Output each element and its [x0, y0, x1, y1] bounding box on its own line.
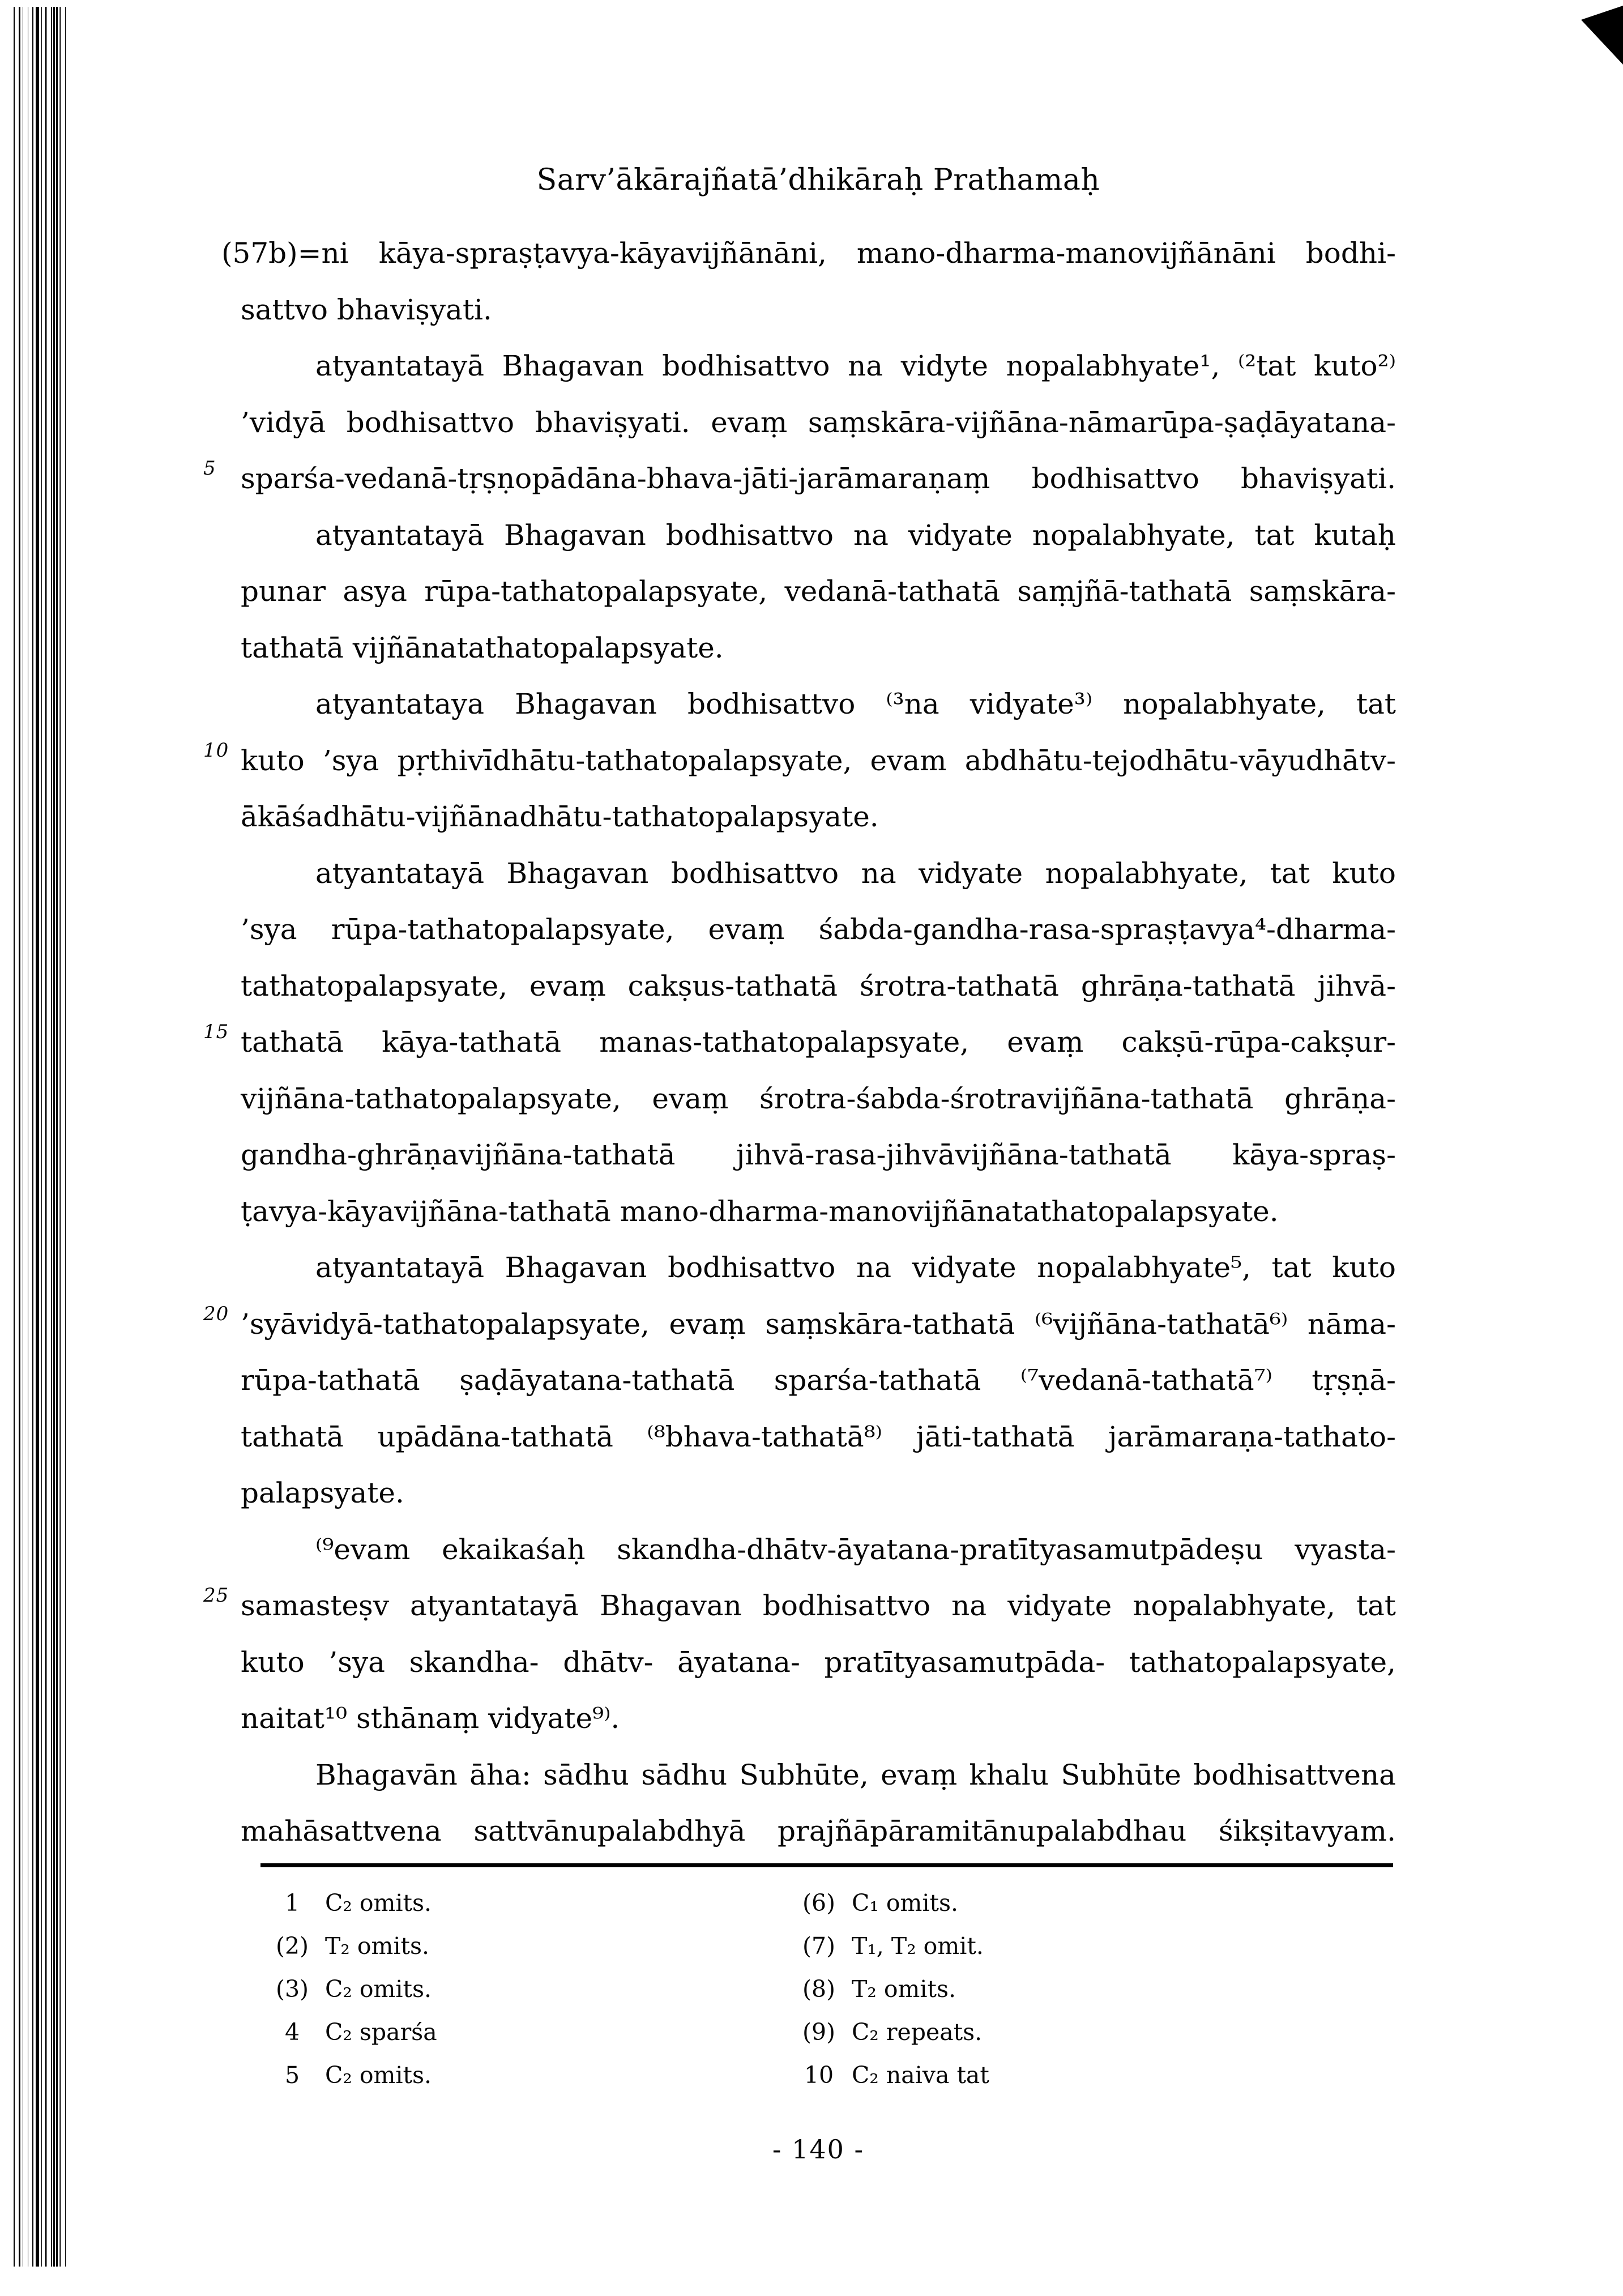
- footnote-row: [266, 1968, 776, 2011]
- footnote-marker: (7): [802, 1932, 836, 1960]
- body-line: [241, 902, 1396, 958]
- body-line-text: sparśa-vedanā-tṛṣṇopādāna-bhava-jāti-jarāmaraṇaṃ bodhisattvo bhaviṣyati.: [241, 462, 1396, 495]
- body-line: [241, 1747, 1396, 1804]
- footnote-text: C₂ omits.: [325, 1889, 432, 1917]
- line-number-margin: 15: [203, 1021, 229, 1043]
- footnote-text: C₁ omits.: [852, 1889, 959, 1917]
- footnote-text: C₂ repeats.: [852, 2018, 983, 2046]
- line-number-margin: 20: [203, 1302, 229, 1325]
- footnote-row: [266, 2054, 776, 2097]
- body-line: [241, 1465, 1396, 1522]
- body-line: [241, 1409, 1396, 1466]
- line-number-margin: 25: [203, 1584, 229, 1607]
- footnote-text: T₂ omits.: [852, 1975, 956, 2003]
- body-line: [241, 507, 1396, 564]
- body-line: [203, 1296, 1396, 1353]
- footnote-row: [793, 2054, 1359, 2097]
- body-line-text: gandha-ghrāṇavijñāna-tathatā jihvā-rasa-jihvāvijñāna-tathatā kāya-spraṣ-: [241, 1138, 1396, 1171]
- body-line: [241, 1691, 1396, 1747]
- body-line: [241, 846, 1396, 902]
- body-line-text: kuto ’sya skandha- dhātv- āyatana- pratītyasamutpāda- tathatopalapsyate,: [241, 1645, 1396, 1679]
- footnote-marker: 5: [284, 2062, 300, 2089]
- footnote-text: C₂ sparśa: [325, 2018, 437, 2046]
- body-line-text: atyantatayā Bhagavan bodhisattvo na vidyate nopalabhyate, tat kutaḥ: [315, 518, 1396, 552]
- body-line: [241, 1352, 1396, 1409]
- body-line-text: vijñāna-tathatopalapsyate, evaṃ śrotra-śabda-śrotravijñāna-tathatā ghrāṇa-: [241, 1082, 1396, 1115]
- body-line: [241, 620, 1396, 677]
- body-line: [241, 1522, 1396, 1578]
- footnote-marker: (8): [802, 1975, 836, 2003]
- body-line: [241, 338, 1396, 395]
- body-line-text: sattvo bhaviṣyati.: [241, 293, 492, 326]
- body-line: [241, 1127, 1396, 1184]
- body-line-text: Bhagavān āha: sādhu sādhu Subhūte, evaṃ khalu Subhūte bodhisattvena: [315, 1758, 1396, 1791]
- page-number: - 140 -: [772, 2134, 865, 2165]
- footnote-row: [793, 2011, 1359, 2054]
- footnote-marker: (6): [802, 1889, 836, 1917]
- page-corner-artifact: [1581, 6, 1623, 65]
- body-line: [221, 225, 1396, 282]
- chapter-header: Sarv’ākārajñatā’dhikāraḥ Prathamaḥ: [536, 163, 1100, 197]
- line-number-margin: 10: [203, 739, 229, 762]
- body-line-text: ⁽⁹evam ekaikaśaḥ skandha-dhātv-āyatana-pratītyasamutpādeṣu vyasta-: [315, 1533, 1396, 1566]
- body-line: [203, 451, 1396, 507]
- footnote-row: [793, 1968, 1359, 2011]
- footnote-text: C₂ omits.: [325, 1975, 432, 2003]
- footnote-marker: (9): [802, 2018, 836, 2046]
- body-line: [203, 1014, 1396, 1071]
- body-line: [241, 1184, 1396, 1240]
- body-line-text: atyantatayā Bhagavan bodhisattvo na vidyte nopalabhyate¹, ⁽²tat kuto²⁾: [315, 349, 1396, 382]
- footnote-row: [793, 1924, 1359, 1968]
- footnote-text: C₂ naiva tat: [852, 2062, 989, 2089]
- body-line-text: palapsyate.: [241, 1476, 404, 1509]
- footnote-column-right: [793, 1881, 1359, 2097]
- body-line-text: tathatā upādāna-tathatā ⁽⁸bhava-tathatā⁸⁾ jāti-tathatā jarāmaraṇa-tathato-: [241, 1420, 1396, 1453]
- body-line-text: tathatopalapsyate, evaṃ cakṣus-tathatā śrotra-tathatā ghrāṇa-tathatā jihvā-: [241, 969, 1396, 1002]
- body-line-text: kuto ’sya pṛthivīdhātu-tathatopalapsyate, evam abdhātu-tejodhātu-vāyudhātv-: [241, 744, 1396, 777]
- body-line-text: (57b)=ni kāya-spraṣṭavya-kāyavijñānāni, mano-dharma-manovijñānāni bodhi-: [221, 237, 1396, 270]
- footnote-marker: 1: [284, 1889, 300, 1917]
- body-line: [203, 1578, 1396, 1634]
- body-line: [241, 564, 1396, 620]
- body-line-text: naitat¹⁰ sthānaṃ vidyate⁹⁾.: [241, 1702, 620, 1735]
- body-line: [241, 1634, 1396, 1691]
- body-line-text: samasteṣv atyantatayā Bhagavan bodhisattvo na vidyate nopalabhyate, tat: [241, 1589, 1396, 1622]
- footnote-row: [266, 1881, 776, 1924]
- footnote-marker: (2): [275, 1932, 309, 1960]
- body-line-text: rūpa-tathatā ṣaḍāyatana-tathatā sparśa-tathatā ⁽⁷vedanā-tathatā⁷⁾ tṛṣṇā-: [241, 1364, 1396, 1397]
- body-line-text: ākāśadhātu-vijñānadhātu-tathatopalapsyate.: [241, 800, 879, 833]
- body-line-text: atyantatayā Bhagavan bodhisattvo na vidyate nopalabhyate, tat kuto: [315, 856, 1396, 890]
- footnote-marker: 10: [804, 2062, 834, 2089]
- footnote-column-left: [266, 1881, 776, 2097]
- body-line-text: mahāsattvena sattvānupalabdhyā prajñāpāramitānupalabdhau śikṣitavyam.: [241, 1815, 1396, 1847]
- footnote-marker: 4: [284, 2018, 300, 2046]
- body-line: [241, 1240, 1396, 1296]
- footnote-text: T₁, T₂ omit.: [852, 1932, 984, 1960]
- body-line: [203, 733, 1396, 789]
- footnote-text: C₂ omits.: [325, 2062, 432, 2089]
- body-line-text: punar asya rūpa-tathatopalapsyate, vedanā-tathatā saṃjñā-tathatā saṃskāra-: [241, 575, 1396, 608]
- line-number-margin: 5: [203, 457, 216, 480]
- scan-artifact-streaks: [14, 7, 67, 2267]
- body-line: [241, 395, 1396, 451]
- body-line-text: ṭavya-kāyavijñāna-tathatā mano-dharma-manovijñānatathatopalapsyate.: [241, 1194, 1279, 1228]
- body-line-text: tathatā vijñānatathatopalapsyate.: [241, 631, 724, 664]
- footnote-marker: (3): [275, 1975, 309, 2003]
- body-line: [241, 1803, 1396, 1860]
- body-line-text: ’sya rūpa-tathatopalapsyate, evaṃ śabda-gandha-rasa-spraṣṭavya⁴-dharma-: [241, 913, 1396, 946]
- body-line: [241, 676, 1396, 733]
- body-text-block: [203, 225, 1396, 1860]
- body-line: [241, 958, 1396, 1015]
- footnote-row: [793, 1881, 1359, 1924]
- footnote-row: [266, 2011, 776, 2054]
- body-line-text: ’vidyā bodhisattvo bhaviṣyati. evaṃ saṃskāra-vijñāna-nāmarūpa-ṣaḍāyatana-: [241, 406, 1396, 439]
- body-line-text: atyantataya Bhagavan bodhisattvo ⁽³na vidyate³⁾ nopalabhyate, tat: [315, 688, 1396, 720]
- body-line: [241, 789, 1396, 846]
- body-line-text: atyantatayā Bhagavan bodhisattvo na vidyate nopalabhyate⁵, tat kuto: [315, 1251, 1396, 1284]
- footnote-row: [266, 1924, 776, 1968]
- body-line-text: ’syāvidyā-tathatopalapsyate, evaṃ saṃskāra-tathatā ⁽⁶vijñāna-tathatā⁶⁾ nāma-: [241, 1307, 1396, 1341]
- body-line-text: tathatā kāya-tathatā manas-tathatopalapsyate, evaṃ cakṣū-rūpa-cakṣur-: [241, 1026, 1396, 1059]
- body-line: [241, 282, 1396, 339]
- footnote-separator-rule: [260, 1863, 1393, 1867]
- body-line: [241, 1071, 1396, 1128]
- footnote-text: T₂ omits.: [325, 1932, 430, 1960]
